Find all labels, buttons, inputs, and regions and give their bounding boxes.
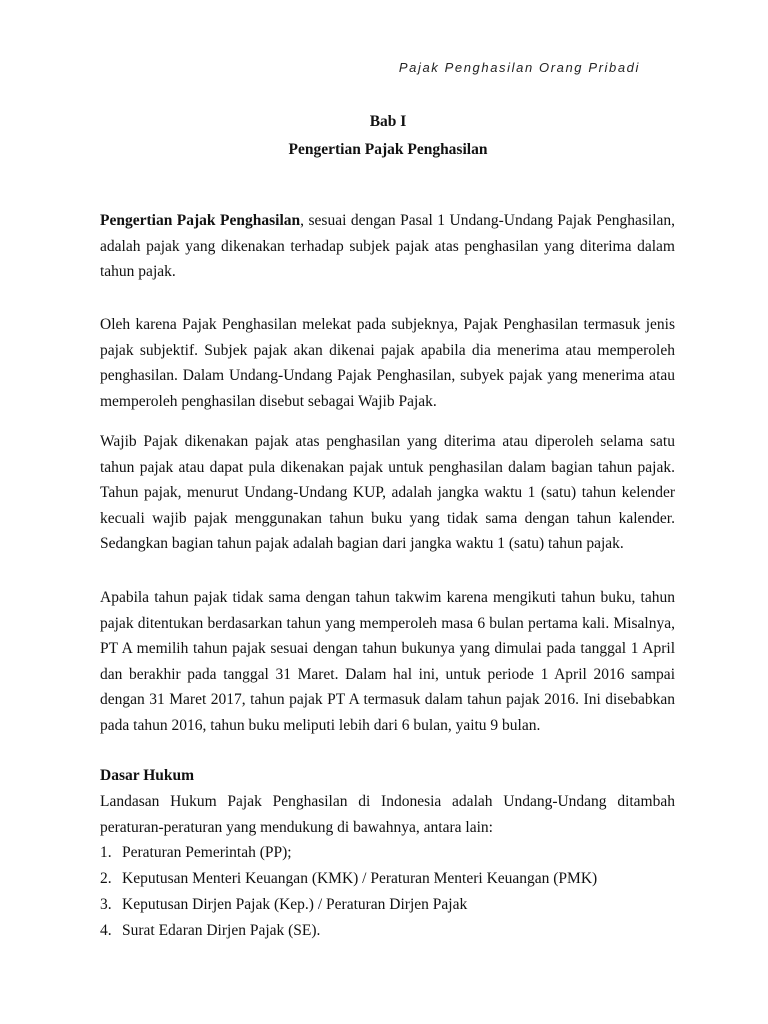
paragraph-text: Wajib Pajak dikenakan pajak atas penghasilan yang diterima atau diperoleh selama satu tahun pajak atau dapat pula dikenakan pajak untuk penghasilan dalam bagian tahun pajak. Tahun pajak, menurut Undang-Undang KUP, adalah jangka waktu 1 (satu) tahun kelender kecuali wajib pajak menggunakan tahun buku yang tidak sama dengan tahun kalender. Sedangkan bagian tahun pajak adalah bagian dari jangka waktu 1 (satu) tahun pajak. (100, 433, 675, 552)
definition-text: , sesuai dengan Pasal 1 Undang-Undang Pajak Penghasilan, adalah pajak yang dikenakan terhadap subjek pajak atas penghasilan yang diterima dalam tahun pajak. (100, 212, 675, 280)
definition-term: Pengertian Pajak Penghasilan (100, 212, 301, 229)
paragraph-text: Landasan Hukum Pajak Penghasilan di Indonesia adalah Undang-Undang ditambah peraturan-peraturan yang mendukung di bawahnya, antara lain: (100, 793, 675, 836)
paragraph-tax-year (100, 429, 675, 557)
list-item-text: Keputusan Dirjen Pajak (Kep.) / Peraturan Dirjen Pajak (122, 896, 468, 913)
section-heading-legal-basis: Dasar Hukum (100, 767, 195, 784)
list-item-number: 2. (100, 870, 112, 887)
list-item (100, 866, 675, 892)
list-item-text: Keputusan Menteri Keuangan (KMK) / Peraturan Menteri Keuangan (PMK) (122, 870, 598, 887)
legal-basis-list (100, 840, 675, 944)
list-item (100, 892, 675, 918)
list-item-text: Surat Edaran Dirjen Pajak (SE). (122, 922, 321, 939)
paragraph-legal-basis-intro (100, 789, 675, 840)
list-item (100, 840, 675, 866)
paragraph-text: Apabila tahun pajak tidak sama dengan tahun takwim karena mengikuti tahun buku, tahun pajak ditentukan berdasarkan tahun yang memperoleh masa 6 bulan pertama kali. Misalnya, PT A memilih tahun pajak sesuai dengan tahun bukunya yang dimulai pada tanggal 1 April dan berakhir pada tanggal 31 Maret. Dalam hal ini, untuk periode 1 April 2016 sampai dengan 31 Maret 2017, tahun pajak PT A termasuk dalam tahun pajak 2016. Ini disebabkan pada tahun 2016, tahun buku meliputi lebih dari 6 bulan, yaitu 9 bulan. (100, 589, 675, 734)
list-item-number: 1. (100, 844, 112, 861)
list-item-number: 3. (100, 896, 112, 913)
paragraph-subjective-tax (100, 312, 675, 414)
chapter-heading (0, 108, 768, 164)
list-item (100, 918, 675, 944)
paragraph-tax-year-example (100, 585, 675, 738)
chapter-number: Bab I (369, 113, 407, 130)
paragraph-definition (100, 208, 675, 285)
chapter-title: Pengertian Pajak Penghasilan (288, 141, 488, 158)
list-item-number: 4. (100, 922, 112, 939)
running-header: Pajak Penghasilan Orang Pribadi (398, 60, 640, 75)
paragraph-text: Oleh karena Pajak Penghasilan melekat pada subjeknya, Pajak Penghasilan termasuk jenis pajak subjektif. Subjek pajak akan dikenai pajak apabila dia menerima atau memperoleh penghasilan. Dalam Undang-Undang Pajak Penghasilan, subyek pajak yang menerima atau memperoleh penghasilan disebut sebagai Wajib Pajak. (100, 316, 675, 410)
list-item-text: Peraturan Pemerintah (PP); (122, 844, 292, 861)
